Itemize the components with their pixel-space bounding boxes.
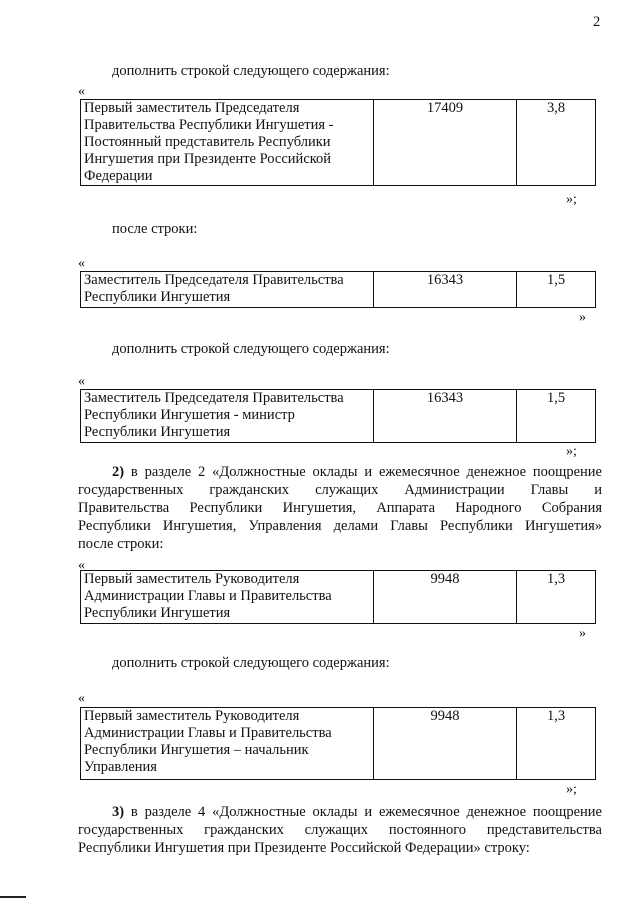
position-line: Первый заместитель Председателя	[84, 100, 300, 116]
section-2-paragraph	[78, 463, 602, 553]
position-cell	[81, 708, 374, 780]
position-line: Заместитель Председателя Правительства	[84, 272, 344, 288]
paragraph-text: в разделе 4 «Должностные оклады и ежемесячное денежное поощрение	[124, 804, 602, 820]
coefficient-cell: 1,3	[517, 708, 596, 780]
position-line: Правительства Республики Ингушетия -	[84, 117, 334, 133]
coefficient-cell: 1,5	[517, 272, 596, 308]
position-line: Заместитель Председателя Правительства	[84, 390, 344, 406]
position-cell	[81, 390, 374, 443]
coefficient-cell: 1,3	[517, 571, 596, 624]
paragraph-line	[78, 803, 602, 821]
position-line: Управления	[84, 759, 157, 775]
page-number: 2	[593, 14, 601, 30]
close-quote: »;	[566, 782, 577, 797]
position-line: Республики Ингушетия – начальник	[84, 742, 309, 758]
instruction-add-row: дополнить строкой следующего содержания:	[112, 341, 390, 357]
section-number: 3)	[112, 804, 125, 820]
open-quote: «	[78, 256, 85, 271]
paragraph-line: Республики Ингушетия, Управления делами Главы Республики Ингушетия»	[78, 518, 602, 534]
position-line: Ингушетия при Президенте Российской	[84, 151, 332, 167]
close-quote: »;	[566, 192, 577, 207]
open-quote: «	[78, 558, 85, 573]
close-quote: »	[579, 310, 586, 325]
salary-cell: 17409	[374, 100, 517, 186]
salary-cell: 9948	[374, 571, 517, 624]
instruction-add-row: дополнить строкой следующего содержания:	[112, 655, 390, 671]
paragraph-line: после строки:	[78, 536, 164, 552]
position-line: Республики Ингушетия	[84, 605, 231, 621]
salary-table-row	[80, 271, 596, 308]
position-line: Администрации Главы и Правительства	[84, 725, 332, 741]
salary-cell: 9948	[374, 708, 517, 780]
coefficient-cell: 3,8	[517, 100, 596, 186]
section-3-paragraph	[78, 803, 602, 857]
salary-table-row	[80, 99, 596, 186]
position-line: Первый заместитель Руководителя	[84, 708, 300, 724]
paragraph-text: в разделе 2 «Должностные оклады и ежемесячное денежное поощрение	[124, 464, 602, 480]
salary-table-row	[80, 570, 596, 624]
position-line: Федерации	[84, 168, 153, 184]
position-line: Администрации Главы и Правительства	[84, 588, 332, 604]
close-quote: »;	[566, 444, 577, 459]
page-edge-mark	[0, 896, 26, 898]
position-cell	[81, 571, 374, 624]
section-number: 2)	[112, 464, 125, 480]
position-cell	[81, 272, 374, 308]
instruction-after-row: после строки:	[112, 221, 198, 237]
position-line: Республики Ингушетия - министр	[84, 407, 295, 423]
paragraph-line	[78, 463, 602, 481]
paragraph-line: государственных гражданских служащих Администрации Главы и	[78, 482, 602, 498]
salary-table-row	[80, 707, 596, 780]
position-line: Постоянный представитель Республики	[84, 134, 331, 150]
salary-table-row	[80, 389, 596, 443]
instruction-add-row: дополнить строкой следующего содержания:	[112, 63, 390, 79]
position-cell	[81, 100, 374, 186]
position-line: Республики Ингушетия	[84, 424, 231, 440]
open-quote: «	[78, 84, 85, 99]
close-quote: »	[579, 626, 586, 641]
coefficient-cell: 1,5	[517, 390, 596, 443]
salary-cell: 16343	[374, 390, 517, 443]
paragraph-line: Правительства Республики Ингушетия, Аппарата Народного Собрания	[78, 500, 602, 516]
salary-cell: 16343	[374, 272, 517, 308]
open-quote: «	[78, 691, 85, 706]
position-line: Республики Ингушетия	[84, 289, 231, 305]
open-quote: «	[78, 374, 85, 389]
paragraph-line: Республики Ингушетия при Президенте Российской Федерации» строку:	[78, 840, 530, 856]
position-line: Первый заместитель Руководителя	[84, 571, 300, 587]
paragraph-line: государственных гражданских служащих постоянного представительства	[78, 822, 602, 838]
